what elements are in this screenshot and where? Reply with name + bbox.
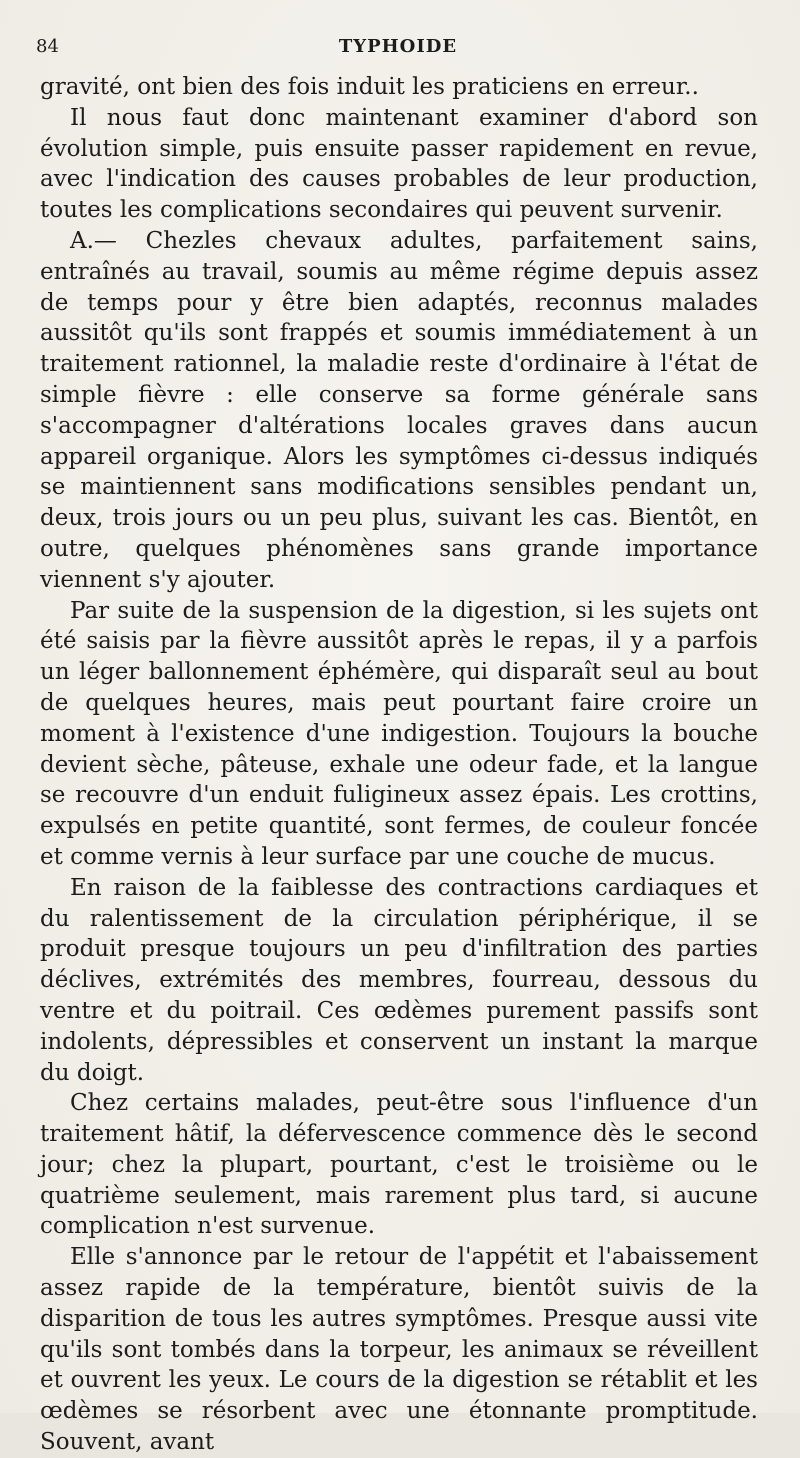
paragraph-recovery: Elle s'annonce par le retour de l'appétit et l'abaissement assez rapide de la température, bientôt suivis de la disparition de tous les autres symptômes. Presque aussi vite qu'ils sont tombés dans la torpeur, les animaux se réveillent et ouvrent les yeux. Le cours de la digestion se rétablit et les œdèmes se résorbent avec une étonnante promptitude. Souvent, avant bbox=[40, 1244, 758, 1456]
paragraph-section-a: A.— Chezles chevaux adultes, parfaitement sains, entraînés au travail, soumis au même régime depuis assez de temps pour y être bien adaptés, reconnus malades aussitôt qu'ils sont frappés et soumis immédiatement à un traitement rationnel, la maladie reste d'ordinaire à l'état de simple fièvre : elle conserve sa forme générale sans s'accompagner d'altérations locales graves dans aucun appareil organique. Alors les symptômes ci-dessus indiqués se maintiennent sans modifications sensibles pendant un, deux, trois jours ou un peu plus, suivant les cas. Bientôt, en outre, quelques phénomènes sans grande importance viennent s'y ajouter. bbox=[40, 227, 758, 593]
paragraph-continuation: gravité, ont bien des fois induit les praticiens en erreur.. bbox=[40, 74, 699, 100]
paragraph-circulation: En raison de la faiblesse des contractions cardiaques et du ralentissement de la circulation périphérique, il se produit presque toujours un peu d'infiltration des parties déclives, extrémités des membres, fourreau, dessous du ventre et du poitrail. Ces œdèmes purement passifs sont indolents, dépressibles et conservent un instant la marque du doigt. bbox=[40, 874, 758, 1086]
running-title: TYPHOIDE bbox=[338, 36, 458, 57]
paragraph-defervescence: Chez certains malades, peut-être sous l'influence d'un traitement hâtif, la défervescence commence dès le second jour; chez la plupart, pourtant, c'est le troisième ou le quatrième seulement, mais rarement plus tard, si aucune complication n'est survenue. bbox=[40, 1090, 758, 1240]
paragraph-evolution: Il nous faut donc maintenant examiner d'abord son évolution simple, puis ensuite passer rapidement en revue, avec l'indication des causes probables de leur production, toutes les complications secondaires qui peuvent survenir. bbox=[40, 104, 758, 224]
paragraph-digestion: Par suite de la suspension de la digestion, si les sujets ont été saisis par la fièvre aussitôt après le repas, il y a parfois un léger ballonnement éphémère, qui disparaît seul au bout de quelques heures, mais peut pourtant faire croire un moment à l'existence d'une indigestion. Toujours la bouche devient sèche, pâteuse, exhale une odeur fade, et la langue se recouvre d'un enduit fuligineux assez épais. Les crottins, expulsés en petite quantité, sont fermes, de couleur foncée et comme vernis à leur surface par une couche de mucus. bbox=[40, 597, 758, 870]
body-text bbox=[40, 72, 758, 1458]
page-header bbox=[36, 36, 760, 58]
page-number: 84 bbox=[36, 36, 59, 57]
